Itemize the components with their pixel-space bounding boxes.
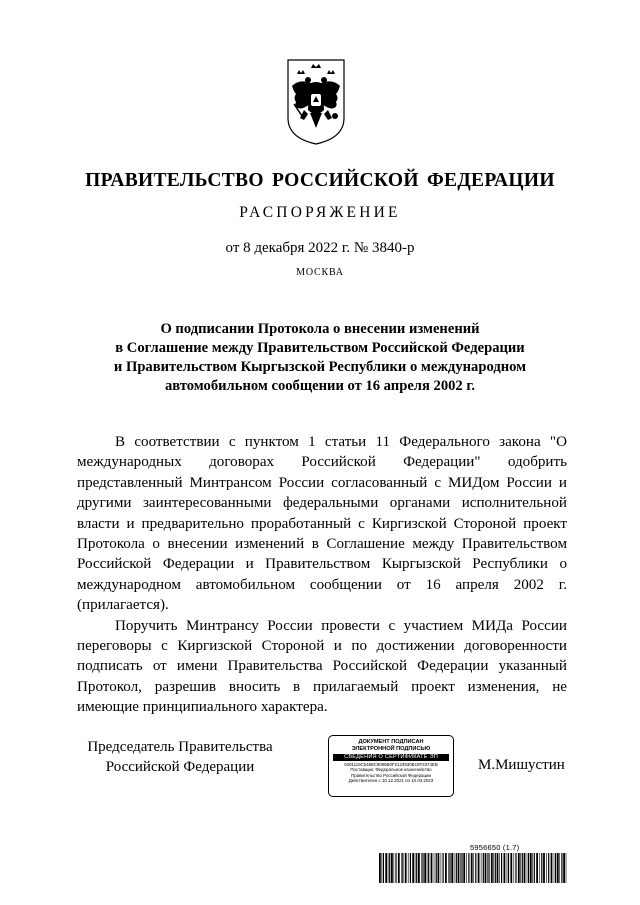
signatory-name: М.Мишустин: [478, 757, 565, 773]
body-paragraph-2: Поручить Минтрансу России провести с участием МИДа России переговоры с Киргизской Стороной и по достижении договоренности подписать от имени Правительства Российской Федерации указанный Протокол, разрешив вносить в прилагаемый проект изменения, не имеющие принципиального характера.: [77, 617, 567, 716]
stamp-owner: Правительство Российской Федерации: [351, 772, 431, 778]
document-type: РАСПОРЯЖЕНИЕ: [239, 204, 401, 221]
stamp-issuer: Поставщик: Федеральное казначейство: [350, 767, 432, 773]
body-paragraph-1: В соответствии с пунктом 1 статьи 11 Федерального закона "О международных договорах Российской Федерации" одобрить представленный Минтрансом России согласованный с МИДом России и другими заинтересованными федеральными органами исполнительной власти и предварительно проработанный с Киргизской Стороной проект Протокола о внесении изменений в Соглашение между Правительством Российской Федерации и Правительством Кыргызской Республики о международном автомобильном сообщении от 16 апреля 2002 г. (прилагается).: [77, 434, 567, 614]
subject-line: и Правительством Кыргызской Республики о международном: [113, 359, 527, 375]
document-subject: [95, 320, 545, 396]
subject-line: О подписании Протокола о внесении изменений: [160, 321, 480, 337]
document-code: 5956650 (1.7): [470, 843, 520, 852]
stamp-certificate-bar: СВЕДЕНИЯ О СЕРТИФИКАТЕ ЭП: [333, 754, 449, 761]
barcode-icon: [379, 853, 567, 883]
stamp-line: ЭЛЕКТРОННОЙ ПОДПИСЬЮ: [351, 745, 431, 752]
coat-of-arms-emblem-icon: [284, 58, 348, 146]
signatory-position: [80, 738, 280, 777]
electronic-signature-stamp: [328, 735, 454, 797]
stamp-line: ДОКУМЕНТ ПОДПИСАН: [358, 739, 424, 745]
signatory-position-line: Председатель Правительства: [87, 739, 273, 755]
subject-line: в Соглашение между Правительством Российской Федерации: [115, 340, 525, 356]
document-date-number: от 8 декабря 2022 г. № 3840-р: [225, 240, 415, 256]
stamp-serial: 0401119C5468C9086B0F2123930B19F3374EB: [344, 761, 438, 767]
government-title: ПРАВИТЕЛЬСТВО РОССИЙСКОЙ ФЕДЕРАЦИИ: [85, 170, 555, 191]
document-body: [77, 432, 567, 718]
stamp-validity: Действителен с 10.12.2021 по 10.03.2023: [348, 778, 434, 784]
signatory-position-line: Российской Федерации: [105, 758, 255, 775]
subject-line: автомобильном сообщении от 16 апреля 2002 г.: [165, 378, 475, 394]
document-city: МОСКВА: [296, 267, 344, 278]
